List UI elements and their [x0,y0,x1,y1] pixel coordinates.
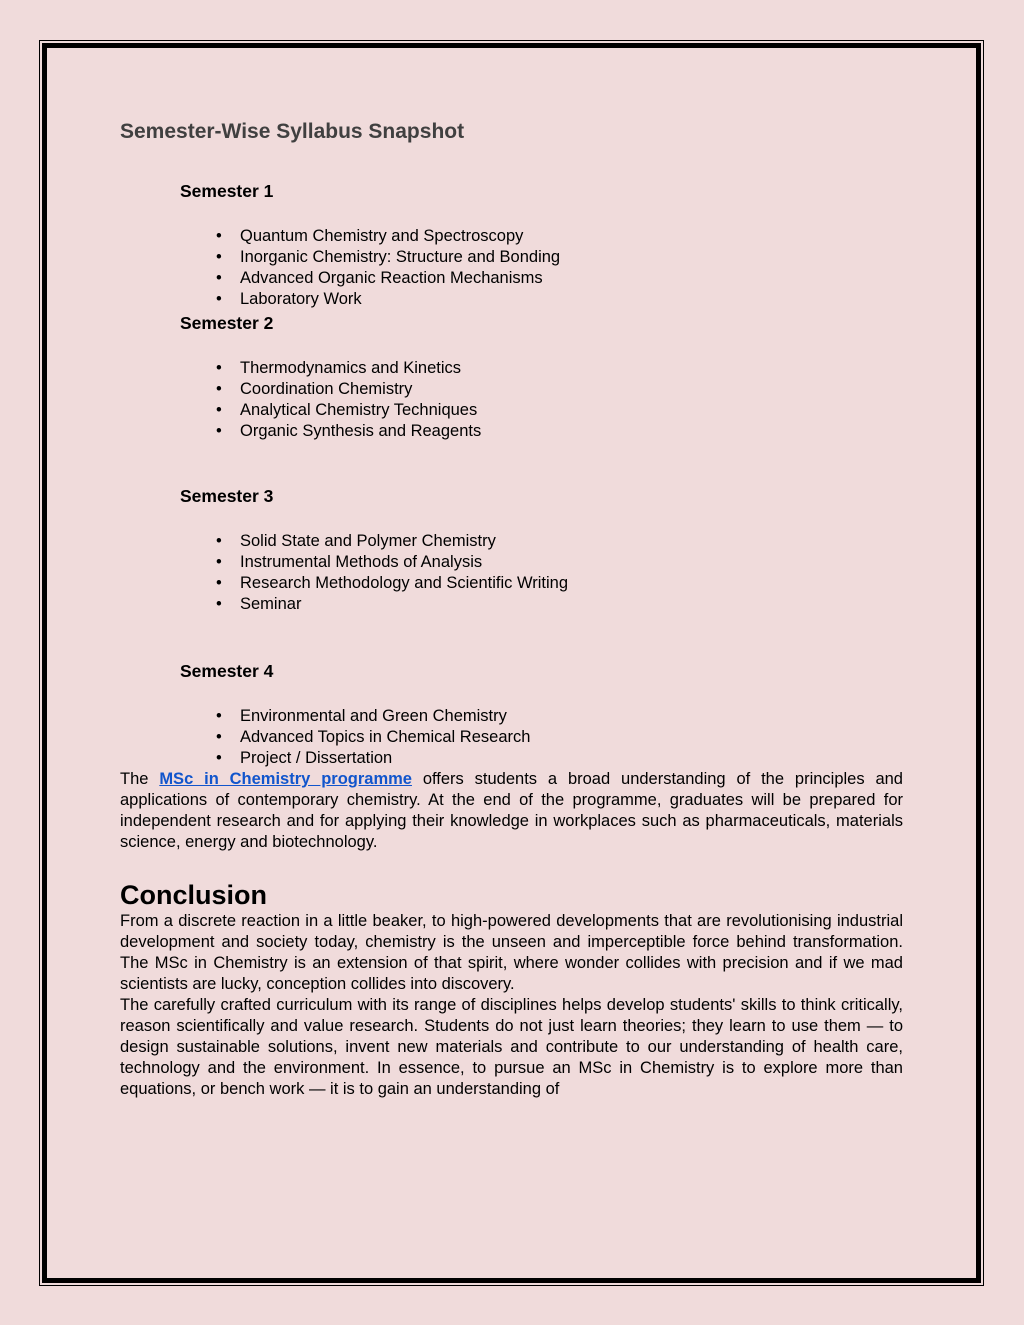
course-item: • Organic Synthesis and Reagents [215,421,903,442]
semester-4-heading: Semester 4 [180,661,274,681]
course-item: • Coordination Chemistry [215,379,903,400]
semester-2-course-list [215,358,903,442]
conclusion-heading: Conclusion [120,880,267,910]
course-item: • Inorganic Chemistry: Structure and Bonding [215,247,903,268]
course-item: • Analytical Chemistry Techniques [215,400,903,421]
programme-paragraph-lead: The [120,770,160,788]
semester-1-heading: Semester 1 [180,181,274,201]
conclusion-paragraph-2: The carefully crafted curriculum with its range of disciplines helps develop students' skills to think critically, reason scientifically and value research. Students do not just learn theories; they learn to use them — to design sustainable solutions, invent new materials and contribute to our understanding of health care, technology and the environment. In essence, to pursue an MSc in Chemistry is to explore more than equations, or bench work — it is to gain an understanding of [120,996,903,1098]
semester-2-heading: Semester 2 [180,313,274,333]
semester-3-course-list [215,531,903,615]
course-item: • Thermodynamics and Kinetics [215,358,903,379]
course-item: • Project / Dissertation [215,748,903,769]
course-item: • Advanced Topics in Chemical Research [215,727,903,748]
course-item: • Instrumental Methods of Analysis [215,552,903,573]
semester-4-course-list [215,706,903,769]
course-item: • Seminar [215,594,903,615]
semester-1-course-list [215,226,903,310]
document-content [120,120,903,1100]
conclusion-paragraph-1: From a discrete reaction in a little beaker, to high-powered developments that are revolutionising industrial development and society today, chemistry is the unseen and imperceptible force behind transformation. The MSc in Chemistry is an extension of that spirit, where wonder collides with precision and if we mad scientists are lucky, conception collides into discovery. [120,912,903,993]
course-item: • Laboratory Work [215,289,903,310]
semester-3-heading: Semester 3 [180,486,274,506]
programme-paragraph [120,769,903,853]
course-item: • Quantum Chemistry and Spectroscopy [215,226,903,247]
msc-chemistry-programme-link[interactable]: MSc in Chemistry programme [159,770,412,788]
course-item: • Environmental and Green Chemistry [215,706,903,727]
course-item: • Advanced Organic Reaction Mechanisms [215,268,903,289]
course-item: • Solid State and Polymer Chemistry [215,531,903,552]
programme-paragraph-body: offers students a broad understanding of the principles and applications of contemporary chemistry. At the end of the programme, graduates will be prepared for independent research and for applying their knowledge in workplaces such as pharmaceuticals, materials science, energy and biotechnology. [120,770,903,851]
course-item: • Research Methodology and Scientific Writing [215,573,903,594]
section-title: Semester-Wise Syllabus Snapshot [120,120,465,143]
